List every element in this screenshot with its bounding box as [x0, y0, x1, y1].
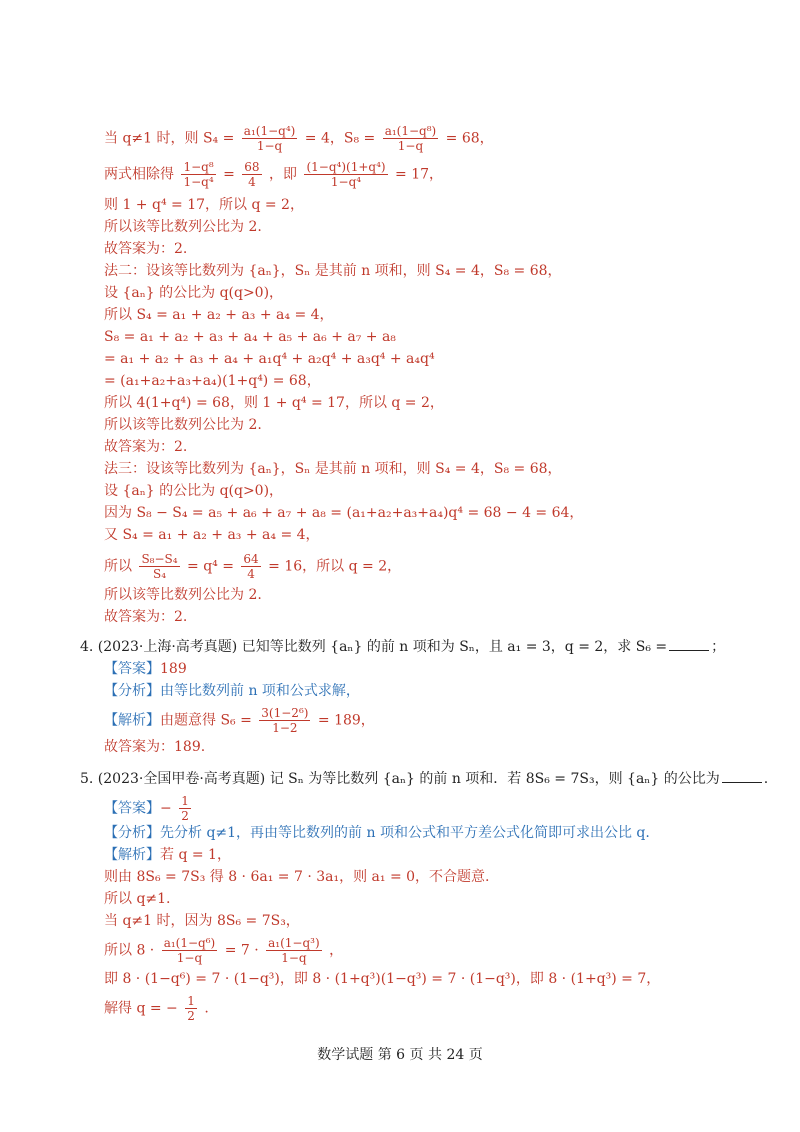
solution-line-10: = a₁ + a₂ + a₃ + a₄ + a₁q⁴ + a₂q⁴ + a₃q⁴ + a₄q⁴	[104, 351, 435, 367]
solution-line-7: 设 {aₙ} 的公比为 q(q>0)，	[104, 285, 284, 301]
fraction: $\frac{\text{3(1−2⁶)}}{1-2}$	[261, 706, 309, 735]
fraction: $\frac{\text{S₈−S₄}}{\text{S₄}}$	[141, 552, 178, 581]
solution-line-15: 法三：设该等比数列为 {aₙ}，Sₙ 是其前 n 项和，则 S₄ = 4，S₈ = 68，	[104, 461, 562, 477]
fraction: $\frac{\text{(1−q⁴)(1+q⁴)}}{\text{1−q⁴}}$	[306, 160, 386, 189]
fraction: $\frac{\text{1−q⁸}}{\text{1−q⁴}}$	[183, 160, 214, 189]
fraction: $\frac{1}{2}$	[181, 794, 189, 823]
solution-line-9: S₈ = a₁ + a₂ + a₃ + a₄ + a₅ + a₆ + a₇ + a₈	[104, 329, 396, 345]
q5-solution: 【解析】若 q = 1，	[104, 847, 231, 863]
solution-line-17: 因为 S₈ − S₄ = a₅ + a₆ + a₇ + a₈ = (a₁+a₂+a₃+a₄)q⁴ = 68 − 4 = 64，	[104, 505, 584, 521]
q5-line-5: 即 8 · (1−q⁶) = 7 · (1−q³)，即 8 · (1+q³)(1−q³) = 7 · (1−q³)，即 8 · (1+q³) = 7，	[104, 971, 661, 987]
solution-line-11: = (a₁+a₂+a₃+a₄)(1+q⁴) = 68，	[104, 373, 321, 389]
q5-line-6: 解得 q = − $\frac{1}{2}$ .	[104, 994, 209, 1023]
solution-line-8: 所以 S₄ = a₁ + a₂ + a₃ + a₄ = 4，	[104, 307, 334, 323]
q4-solution: 【解析】由题意得 S₆ = $\frac{\text{3(1−2⁶)}}{1-2}$ = 189，	[104, 706, 375, 735]
solution-line-6: 法二：设该等比数列为 {aₙ}，Sₙ 是其前 n 项和，则 S₄ = 4，S₈ = 68，	[104, 263, 562, 279]
fraction: $\frac{\text{a₁(1−q⁶)}}{1-q}$	[163, 936, 216, 965]
solution-line-21: 故答案为：2.	[104, 609, 188, 625]
question-4-stem: 4. (2023·上海·高考真题) 已知等比数列 {aₙ} 的前 n 项和为 Sₙ，且 a₁ = 3，q = 2，求 S₆ = ；	[80, 639, 726, 655]
q5-analysis: 【分析】先分析 q≠1，再由等比数列的前 n 项和公式和平方差公式化简即可求出公比 q.	[104, 825, 650, 841]
q4-answer: 【答案】189	[104, 661, 187, 677]
solution-line-3: 则 1 + q⁴ = 17，所以 q = 2，	[104, 197, 304, 213]
solution-line-12: 所以 4(1+q⁴) = 68，则 1 + q⁴ = 17，所以 q = 2，	[104, 395, 444, 411]
q5-line-4: 所以 8 · $\frac{\text{a₁(1−q⁶)}}{1-q}$ = 7 · $\frac{\text{a₁(1−q³)}}{1-q}$ ，	[104, 936, 344, 965]
answer-blank	[722, 770, 762, 783]
solution-line-5: 故答案为：2.	[104, 241, 188, 257]
question-5-stem: 5. (2023·全国甲卷·高考真题) 记 Sₙ 为等比数列 {aₙ} 的前 n 项和．若 8S₆ = 7S₃，则 {aₙ} 的公比为 .	[80, 771, 769, 787]
answer-blank	[669, 638, 709, 651]
fraction: $\frac{\text{a₁(1−q³)}}{1-q}$	[268, 936, 320, 965]
solution-line-14: 故答案为：2.	[104, 439, 188, 455]
page-footer: 数学试题 第 6 页 共 24 页	[317, 1047, 483, 1063]
fraction: $\frac{64}{4}$	[243, 552, 259, 581]
fraction: $\frac{1}{2}$	[187, 994, 195, 1023]
q5-line-3: 当 q≠1 时，因为 8S₆ = 7S₃，	[104, 913, 300, 929]
q5-line-1: 则由 8S₆ = 7S₃ 得 8 · 6a₁ = 7 · 3a₁，则 a₁ = 0，不合题意.	[104, 869, 490, 885]
solution-line-4: 所以该等比数列公比为 2.	[104, 219, 262, 235]
solution-line-16: 设 {aₙ} 的公比为 q(q>0)，	[104, 483, 284, 499]
fraction: $\frac{68}{4}$	[244, 160, 260, 189]
solution-line-13: 所以该等比数列公比为 2.	[104, 417, 262, 433]
solution-line-20: 所以该等比数列公比为 2.	[104, 587, 262, 603]
q5-line-2: 所以 q≠1.	[104, 891, 171, 907]
solution-line-2: 两式相除得 $\frac{\text{1−q⁸}}{\text{1−q⁴}}$ = $\frac{68}{4}$ ，即 $\frac{\text{(1−q⁴)(1+q⁴)}}{\text{1−q⁴}}$ = 17，	[104, 160, 444, 189]
q4-analysis: 【分析】由等比数列前 n 项和公式求解，	[104, 683, 360, 699]
solution-line-1: 当 q≠1 时，则 S₄ = $\frac{\text{a₁(1−q⁴)}}{1-q}$ = 4，S₈ = $\frac{\text{a₁(1−q⁸)}}{1-q}$ = 68，	[104, 124, 494, 153]
fraction: $\frac{\text{a₁(1−q⁸)}}{1-q}$	[384, 124, 437, 153]
q5-answer: 【答案】− $\frac{1}{2}$	[104, 794, 189, 823]
fraction: $\frac{\text{a₁(1−q⁴)}}{1-q}$	[243, 124, 296, 153]
solution-line-19: 所以 $\frac{\text{S₈−S₄}}{\text{S₄}}$ = q⁴ = $\frac{64}{4}$ = 16，所以 q = 2，	[104, 552, 402, 581]
q4-final: 故答案为：189.	[104, 739, 206, 755]
solution-line-18: 又 S₄ = a₁ + a₂ + a₃ + a₄ = 4，	[104, 527, 320, 543]
